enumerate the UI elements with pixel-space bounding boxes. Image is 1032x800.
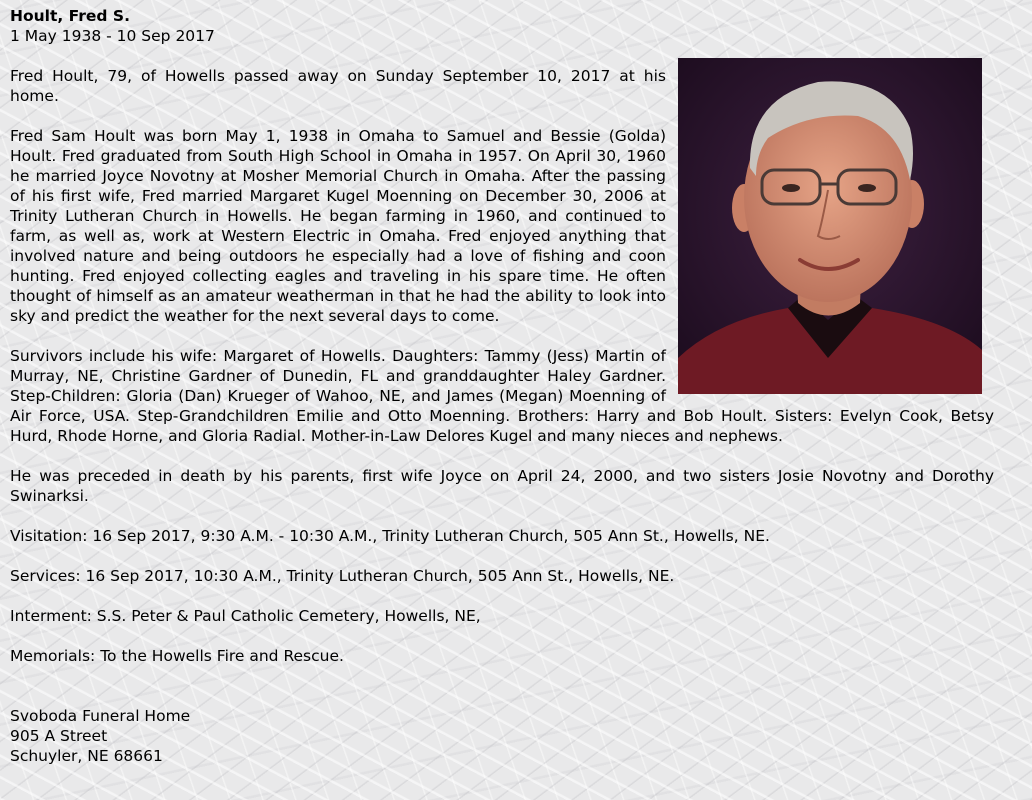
obituary-page: [10, 0, 994, 766]
services-info: Services: 16 Sep 2017, 10:30 A.M., Trinity Lutheran Church, 505 Ann St., Howells, NE.: [10, 567, 675, 585]
portrait-photo: [678, 58, 982, 394]
funeral-home-address: [10, 706, 994, 766]
funeral-home-city: Schuyler, NE 68661: [10, 747, 163, 765]
funeral-home-street: 905 A Street: [10, 727, 108, 745]
deceased-name: Hoult, Fred S.: [10, 7, 130, 25]
portrait-illustration: [678, 58, 982, 394]
obituary-paragraph: Fred Sam Hoult was born May 1, 1938 in Omaha to Samuel and Bessie (Golda) Hoult. Fred graduated from South High School in Omaha in 1957. On April 30, 1960 he married Joyce Novotny at Mosher Memorial Church in Omaha. After the passing of his first wife, Fred married Margaret Kugel Moenning on December 30, 2006 at Trinity Lutheran Church in Howells. He began farming in 1960, and continued to farm, as well as, work at Western Electric in Omaha. Fred enjoyed anything that involved nature and being outdoors he especially had a love of fishing and coon hunting. Fred enjoyed collecting eagles and traveling in his spare time. He often thought of himself as an amateur weatherman in that he had the ability to look into sky and predict the weather for the next several days to come.: [10, 127, 666, 325]
obituary-paragraph: Survivors include his wife: Margaret of Howells. Daughters: Tammy (Jess) Martin of Murray, NE, Christine Gardner of Dunedin, FL and granddaughter Haley Gardner. Step-Children: Gloria (Dan) Krueger of Wahoo, NE, and James (Megan) Moenning of Air Force, USA. Step-Grandchildren Emilie and Otto Moenning. Brothers: Harry and Bob Hoult. Sisters: Evelyn Cook, Betsy Hurd, Rhode Horne, and Gloria Radial. Mother-in-Law Delores Kugel and many nieces and nephews.: [10, 347, 994, 445]
interment-info: Interment: S.S. Peter & Paul Catholic Cemetery, Howells, NE,: [10, 607, 481, 625]
visitation-info: Visitation: 16 Sep 2017, 9:30 A.M. - 10:30 A.M., Trinity Lutheran Church, 505 Ann St., Howells, NE.: [10, 527, 770, 545]
life-dates: 1 May 1938 - 10 Sep 2017: [10, 27, 215, 45]
obituary-paragraph: Fred Hoult, 79, of Howells passed away on Sunday September 10, 2017 at his home.: [10, 67, 666, 105]
obituary-paragraph: He was preceded in death by his parents, first wife Joyce on April 24, 2000, and two sisters Josie Novotny and Dorothy Swinarksi.: [10, 467, 994, 505]
memorials-info: Memorials: To the Howells Fire and Rescue.: [10, 647, 344, 665]
funeral-home-name: Svoboda Funeral Home: [10, 707, 191, 725]
